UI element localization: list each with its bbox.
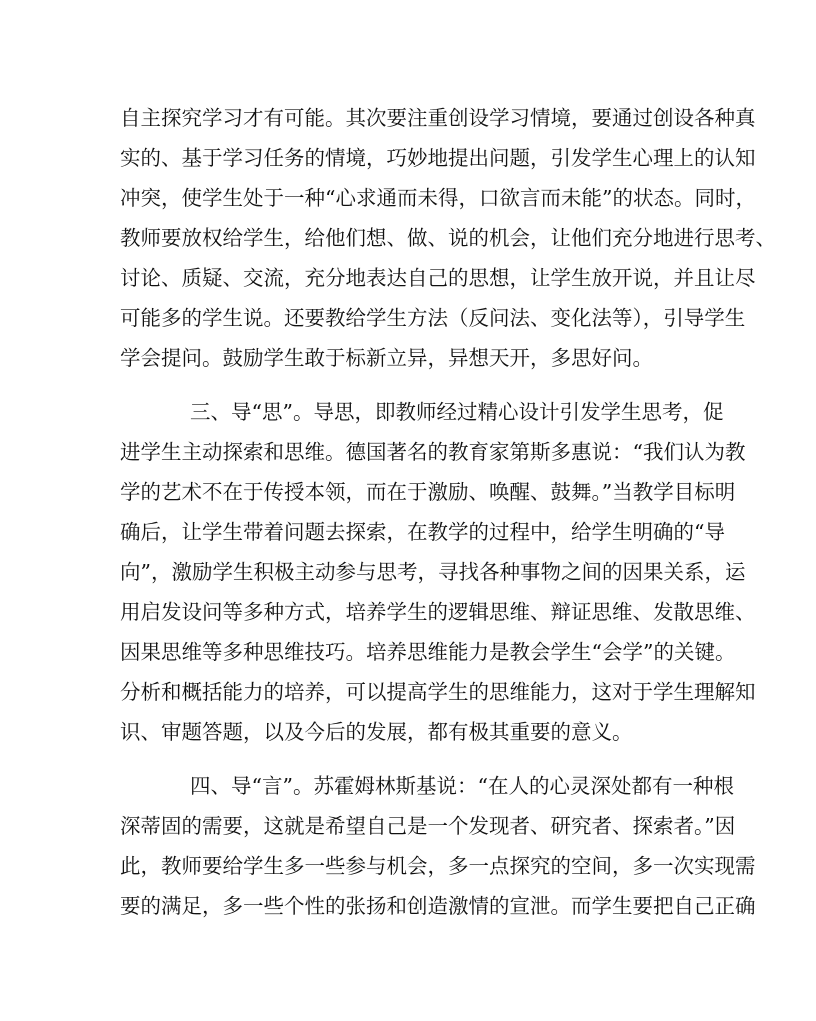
paragraph-3-line-2: 深蒂固的需要，这就是希望自己是一个发现者、研究者、探索者。”因	[120, 814, 736, 838]
paragraph-1-line-3: 冲突，使学生处于一种“心求通而未得，口欲言而未能”的状态。同时，	[120, 186, 756, 210]
paragraph-1-line-4: 教师要放权给学生，给他们想、做、说的机会，让他们充分地进行思考、	[120, 226, 776, 250]
paragraph-2-line-3: 学的艺术不在于传授本领，而在于激励、唤醒、鼓舞。”当教学目标明	[120, 480, 736, 504]
paragraph-1-line-1: 自主探究学习才有可能。其次要注重创设学习情境，要通过创设各种真	[120, 106, 756, 130]
paragraph-2-line-2: 进学生主动探索和思维。德国著名的教育家第斯多惠说：“我们认为教	[120, 440, 746, 464]
paragraph-2-line-7: 因果思维等多种思维技巧。培养思维能力是教会学生“会学”的关键。	[120, 640, 736, 664]
paragraph-3-line-4: 要的满足，多一些个性的张扬和创造激情的宣泄。而学生要把自己正确	[120, 894, 756, 918]
paragraph-1-line-6: 可能多的学生说。还要教给学生方法（反问法、变化法等），引导学生	[120, 306, 746, 330]
paragraph-1-line-2: 实的、基于学习任务的情境，巧妙地提出问题，引发学生心理上的认知	[120, 146, 756, 170]
paragraph-2-line-5: 向”，激励学生积极主动参与思考，寻找各种事物之间的因果关系，运	[120, 560, 746, 584]
paragraph-3-line-1: 四、导“言”。苏霍姆林斯基说：“在人的心灵深处都有一种根	[190, 774, 734, 798]
paragraph-2-line-4: 确后，让学生带着问题去探索，在教学的过程中，给学生明确的“导	[120, 520, 725, 544]
paragraph-1-line-5: 讨论、质疑、交流，充分地表达自己的思想，让学生放开说，并且让尽	[120, 266, 756, 290]
paragraph-2-line-6: 用启发设问等多种方式，培养学生的逻辑思维、辩证思维、发散思维、	[120, 600, 756, 624]
paragraph-3-line-3: 此，教师要给学生多一些参与机会，多一点探究的空间，多一次实现需	[120, 854, 756, 878]
paragraph-2-line-8: 分析和概括能力的培养，可以提高学生的思维能力，这对于学生理解知	[120, 680, 756, 704]
paragraph-2-line-1: 三、导“思”。导思，即教师经过精心设计引发学生思考，促	[190, 400, 724, 424]
paragraph-2-line-9: 识、审题答题，以及今后的发展，都有极其重要的意义。	[120, 720, 633, 744]
paragraph-1-line-7: 学会提问。鼓励学生敢于标新立异，异想天开，多思好问。	[120, 346, 653, 370]
